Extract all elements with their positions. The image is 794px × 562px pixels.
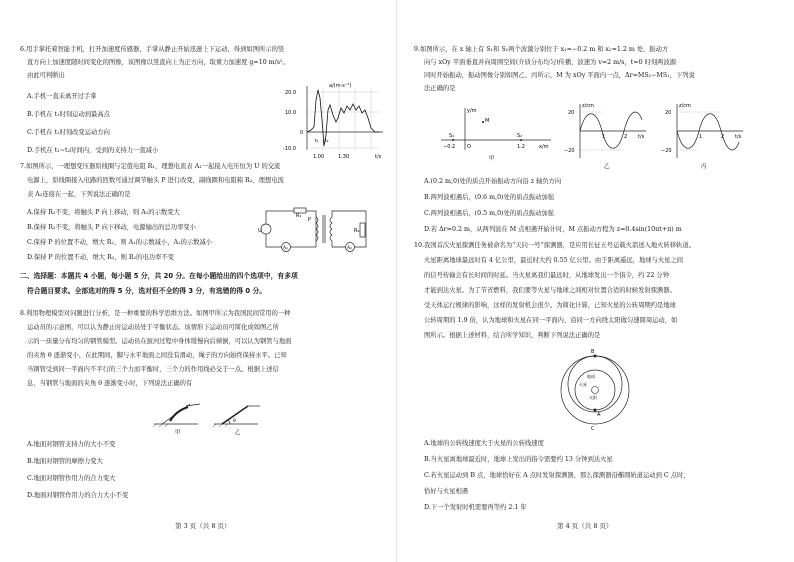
q8-line-5: 当钢管受到同一平面内不平行的三个力而平衡时，三个力的作用线必交于一点。根据上述信	[27, 366, 279, 373]
q8-line-6: 息，当钢管与地面的夹角 θ 逐渐变小时，下列说法正确的有	[27, 380, 193, 387]
q7-transformer-circuit	[258, 207, 370, 253]
q9-yi-t-tick-1: 1	[602, 134, 606, 140]
q6-graph-y-tick-10: 10.0	[285, 110, 297, 116]
q9-option-b: B.两列波相遇后，(0.6 m,0)处的质点振动加强	[424, 194, 554, 201]
q8-figure	[150, 396, 270, 436]
q6-line-1: 6.用手掌托着智能手机，打开加速度传感器，手掌从静止开始迅速上下运动，得到如图所示的竖	[20, 46, 285, 53]
q9-bing-t-tick-2: 2	[721, 134, 725, 140]
q10-line-5: 受天体运行规律的影响，这样的发射机会很少。为简化计算，已知火星的公转周期约是地球	[424, 302, 676, 309]
section-2-heading-line-2: 符合题目要求。全部选对的得 5 分，选对但不全的得 3 分，有选错的得 0 分。	[27, 287, 267, 295]
q8-line-2: 运动员的示意图，可以认为静止时运动员处于平衡状态。该情形下运动员可简化成如图乙所	[27, 324, 279, 331]
q9-figure-jia	[435, 100, 555, 162]
q9-jia-tick-2: O	[467, 144, 471, 150]
q9-figure-yi	[562, 98, 652, 170]
q7-option-b: B.保持 R₂不变，将触头 P 向下移动，电源输出的总功率变小	[27, 224, 196, 231]
q6-graph-t1: t₁	[315, 139, 319, 144]
q9-jia-s1: S₁	[449, 133, 455, 139]
q9-figure-label-jia: 甲	[489, 156, 495, 162]
q7-line-1: 7.如图所示，一理想变压器原线圈与定值电阻 R₁、理想电流表 A₁一起接入电压恒为 U 的交流	[20, 163, 281, 170]
q6-option-b: B.手机在 t₁时刻运动到最高点	[27, 111, 110, 118]
q6-graph-y-tick-0: 0	[300, 130, 304, 136]
q6-graph-x-unit: t/s	[375, 154, 382, 160]
q9-line-2: 向与 xOy 平面垂直并向周围空间(介质分布均匀)传播，波速为 v=2 m/s，t=0 时刻两波源	[424, 59, 677, 66]
q9-jia-x-label: x/m	[539, 144, 549, 150]
q8-figure-theta: θ	[233, 419, 236, 424]
q7-label-u: U	[258, 228, 262, 234]
q9-jia-tick-3: 1.2	[517, 144, 525, 150]
q9-jia-s2: S₂	[517, 133, 523, 139]
q10-option-d: D.下一个发射时机需要再等约 2.1 年	[424, 504, 527, 511]
section-2-heading-line-1: 二、选择题：本题共 4 小题，每小题 5 分，共 20 分。在每小题给出的四个选项中，有多项	[20, 272, 298, 280]
q10-line-7: 图所示。根据上述材料，结合所学知识，判断下列说法正确的是	[424, 332, 601, 339]
q7-label-r2: R₂	[354, 228, 360, 234]
q6-acceleration-graph	[283, 80, 393, 162]
q10-orbit-c: C	[591, 426, 595, 430]
q9-bing-tick-neg: −20	[661, 148, 672, 154]
q9-yi-x-label: t/s	[638, 134, 645, 140]
q8-option-b: B.地面对钢管的摩擦力变大	[27, 458, 103, 465]
q10-line-1: 10.我国首次火星探测任务被命名为“天问一号”探测器，是应用长征五号运载火箭送入地火转移轨道。	[414, 242, 695, 249]
q6-line-3: 由此可判断出	[27, 72, 65, 79]
q9-bing-t-tick-1: 1	[699, 134, 703, 140]
q9-option-c: C.两列波相遇后，(0.5 m,0)处的质点振动加强	[424, 210, 554, 217]
q10-option-c-cont: 恰好与火星相遇	[424, 488, 469, 495]
q6-line-2: 直方向上加速度随时间变化的图像，该图像以竖直向上为正方向，取重力加速度 g=10 m/s²。	[27, 59, 289, 66]
q9-yi-tick-neg: −20	[564, 148, 575, 154]
q9-line-4: 法正确的是	[424, 85, 456, 92]
q9-yi-t-tick-2: 2	[624, 134, 628, 140]
q7-option-c: C.保持 P 的位置不动，增大 R₂，则 A₁的示数减小，A₂的示数减小	[27, 239, 213, 246]
q6-graph-x-tick-1: 1.00	[313, 154, 325, 160]
q10-line-3: 的信号传输会有长时间的时延。当火星离我们最远时，从地球发出一个指令，约 22 分钟	[424, 272, 670, 279]
q8-line-1: 8.利用物理模型对问题进行分析，是一种重要的科学思维方法。如图甲所示为我国民间常用的一种	[20, 310, 291, 317]
exam-page-4	[397, 0, 794, 562]
q8-option-c: C.地面对钢管作用力的合力变大	[27, 475, 116, 482]
q6-option-d: D.手机在 t₁~t₂时间内，受到的支持力一直减小	[27, 147, 159, 154]
q10-option-c: C.若火星运动到 B 点，地球恰好在 A 点时发射探测器，那么探测器沿椭圆轨道运动到 C 点时，	[424, 472, 690, 479]
q6-option-c: C.手机在 t₂时刻改变运动方向	[27, 129, 110, 136]
q9-jia-tick-1: −0.2	[443, 144, 456, 150]
q8-option-d: D.地面对钢管作用力的合力大小不变	[27, 492, 129, 499]
q9-yi-tick-pos: 20	[568, 110, 575, 116]
q10-orbit-b: B	[591, 349, 595, 355]
q9-jia-y-label: y/m	[467, 108, 477, 114]
q6-graph-y-label: a/(m·s⁻²)	[329, 83, 352, 89]
q7-line-2: 电源上，原线圈接入电路的匝数可通过调节触头 P 进行改变，副线圈和电阻箱 R₂、理想电流	[27, 177, 284, 184]
q6-graph-t2: t₂	[325, 139, 329, 144]
q9-option-d: D.若 Δr=0.2 m，从两列波在 M 点相遇开始计时，M 点振动方程为 z=0.4sin(10πt+π) m	[424, 226, 682, 233]
q10-line-4: 才能到达火星。为了节省燃料，我们要等火星与地球之间相对位置合适的时候发射探测器。	[424, 287, 676, 294]
q7-label-a2: A₂	[347, 246, 352, 251]
q7-label-r1: R₁	[296, 213, 302, 219]
q9-line-1: 9.如图所示，在 x 轴上有 S₁和 S₂两个波源分别位于 x₁=−0.2 m 和 x₂=1.2 m 处，振动方	[414, 46, 669, 53]
q9-figure-label-yi: 乙	[604, 164, 610, 170]
q10-orbit-diagram	[557, 346, 633, 430]
q9-line-3: 同时开始振动，振动图像分别如图乙、丙所示，M 为 xOy 平面内一点，Δr=MS₂−MS₁，下列说	[424, 72, 695, 79]
q8-line-4: 的夹角 θ 逐渐变小，在此期间，脚与水平地面之间没有滑动，绳子的方向始终保持水平。已知	[27, 352, 287, 359]
q9-bing-y-label: z/cm	[679, 103, 691, 109]
right-page-footer: 第 4 页（共 8 页）	[557, 522, 613, 530]
q10-line-2: 火星距离地球最远时有 4 亿公里，最近时大约 0.55 亿公里。由于距离遥远，地球与火星之间	[424, 257, 684, 264]
q6-graph-y-tick-neg10: -10.0	[283, 146, 296, 152]
q8-option-a: A.地面对钢管支持力的大小不变	[27, 441, 116, 448]
q10-line-6: 公转周期的 1.9 倍，认为地球和火星在同一平面内、沿同一方向绕太阳做匀速圆周运动，如	[424, 317, 678, 324]
q10-orbit-a: A	[597, 412, 601, 418]
q7-option-a: A.保持 R₂不变，将触头 P 向上移动，则 A₁的示数变大	[27, 209, 180, 216]
q8-figure-label-jia: 甲	[175, 430, 181, 436]
q6-option-a: A.手机一直未离开过手掌	[27, 93, 97, 100]
q7-label-a1: A₁	[283, 246, 288, 251]
q9-figure-bing	[659, 98, 749, 170]
q10-orbit-mars: 火星	[579, 382, 587, 387]
left-page-footer: 第 3 页（共 8 页）	[175, 522, 231, 530]
q9-figure-label-bing: 丙	[701, 164, 707, 170]
q9-jia-m: M	[485, 118, 490, 124]
q10-orbit-sun: 太阳	[589, 395, 597, 400]
q6-graph-x-tick-2: 1.30	[338, 154, 350, 160]
q6-graph-y-tick-20: 20.0	[285, 90, 297, 96]
q10-option-b: B.当火星离地球最近时，地球上发出的指令需要约 13 分钟到达火星	[424, 456, 613, 463]
q7-label-p: P	[308, 217, 312, 223]
q7-line-3: 表 A₂连接在一起，下列说法正确的是	[27, 191, 131, 198]
q7-option-d: D.保持 P 的位置不动，增大 R₂，则 R₂的电功率不变	[27, 254, 174, 261]
q9-bing-x-label: t/s	[735, 134, 742, 140]
q10-orbit-earth: 地球	[587, 374, 595, 379]
q8-line-3: 示的一质量分布均匀的钢管模型。运动员在拔河过程中身体缓慢向后倾倒，可以认为钢管与地面	[27, 338, 292, 345]
q9-bing-tick-pos: 20	[665, 110, 672, 116]
q10-option-a: A.地球的公转线速度大于火星的公转线速度	[424, 440, 544, 447]
q9-yi-y-label: z/cm	[582, 103, 594, 109]
q8-figure-label-yi: 乙	[235, 430, 241, 436]
q9-option-a: A.(0.2 m,0)处的质点开始振动方向沿 z 轴负方向	[424, 178, 562, 185]
